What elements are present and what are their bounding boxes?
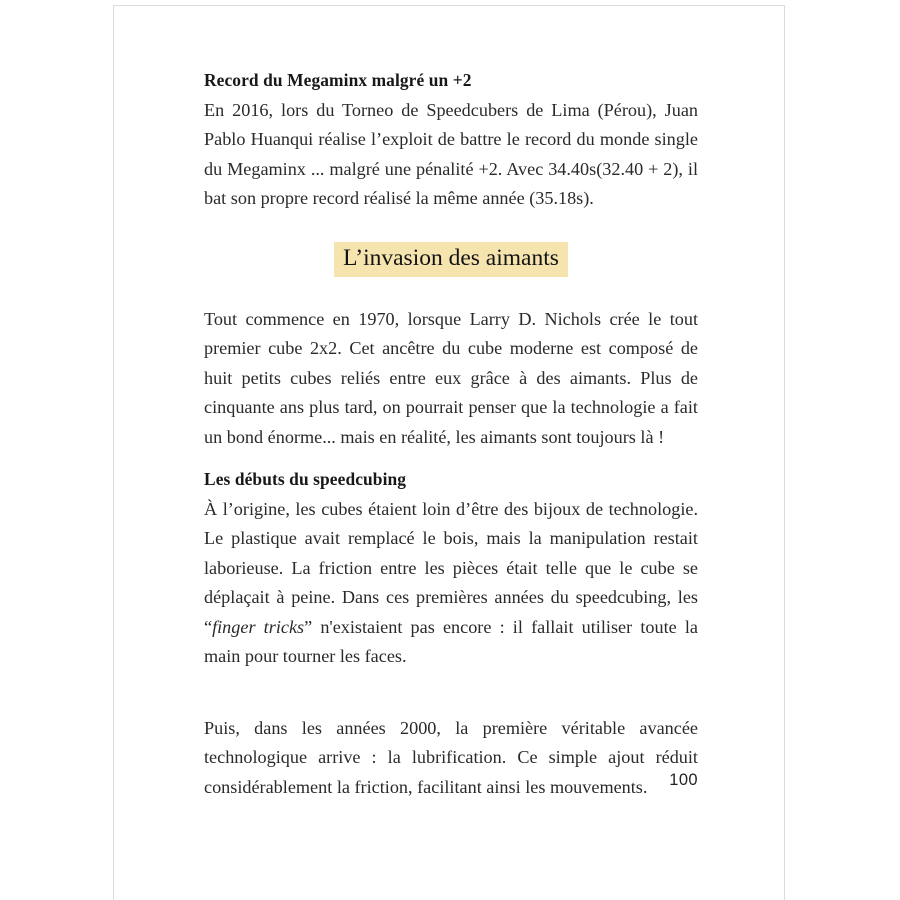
paragraph-lubrification: Puis, dans les années 2000, la première véritable avancée technologique arrive : la lubrification. Ce simple ajout réduit considérablement la friction, facilitant ainsi les mouvements. (204, 717, 698, 797)
paragraph-debuts-speedcubing (204, 495, 698, 672)
paragraph-record-megaminx: En 2016, lors du Torneo de Speedcubers de Lima (Pérou), Juan Pablo Huanqui réalise l’exploit de battre le record du monde single du Megaminx ... malgré une pénalité +2. Avec 34.40s(32.40 + 2), il bat son propre record réalisé la même année (35.18s). (204, 99, 698, 208)
page-sheet (113, 5, 785, 900)
chapter-title-row (204, 242, 698, 277)
chapter-title-highlighted: L’invasion des aimants (334, 242, 568, 277)
paragraph-intro-aimants: Tout commence en 1970, lorsque Larry D. Nichols crée le tout premier cube 2x2. Cet ancêtre du cube moderne est composé de huit petits cubes reliés entre eux grâce à des aimants. Plus de cinquante ans plus tard, on pourrait penser que la technologie a fait un bond énorme... mais en réalité, les aimants sont toujours là ! (204, 308, 698, 447)
paragraph-debuts-italic-term: finger tricks (212, 616, 305, 637)
heading-debuts-speedcubing: Les débuts du speedcubing (204, 469, 407, 489)
text-column (204, 66, 698, 802)
paragraph-debuts-part1: À l’origine, les cubes étaient loin d’être des bijoux de technologie. Le plastique avait remplacé le bois, mais la manipulation restait laborieuse. La friction entre les pièces était telle que le cube se déplaçait à peine. Dans ces premières années du speedcubing, les “ (204, 498, 698, 637)
spacer-after-chapter-title (204, 277, 698, 305)
paragraph-debuts-part2: ” n'existaient pas encore : il fallait utiliser toute la main pour tourner les faces. (204, 616, 698, 666)
page-number: 100 (669, 771, 698, 789)
spacer-before-debuts-heading (204, 452, 698, 465)
spacer-before-chapter-title (204, 214, 698, 242)
heading-record-megaminx: Record du Megaminx malgré un +2 (204, 70, 472, 90)
spacer-before-lubrification (204, 672, 698, 714)
